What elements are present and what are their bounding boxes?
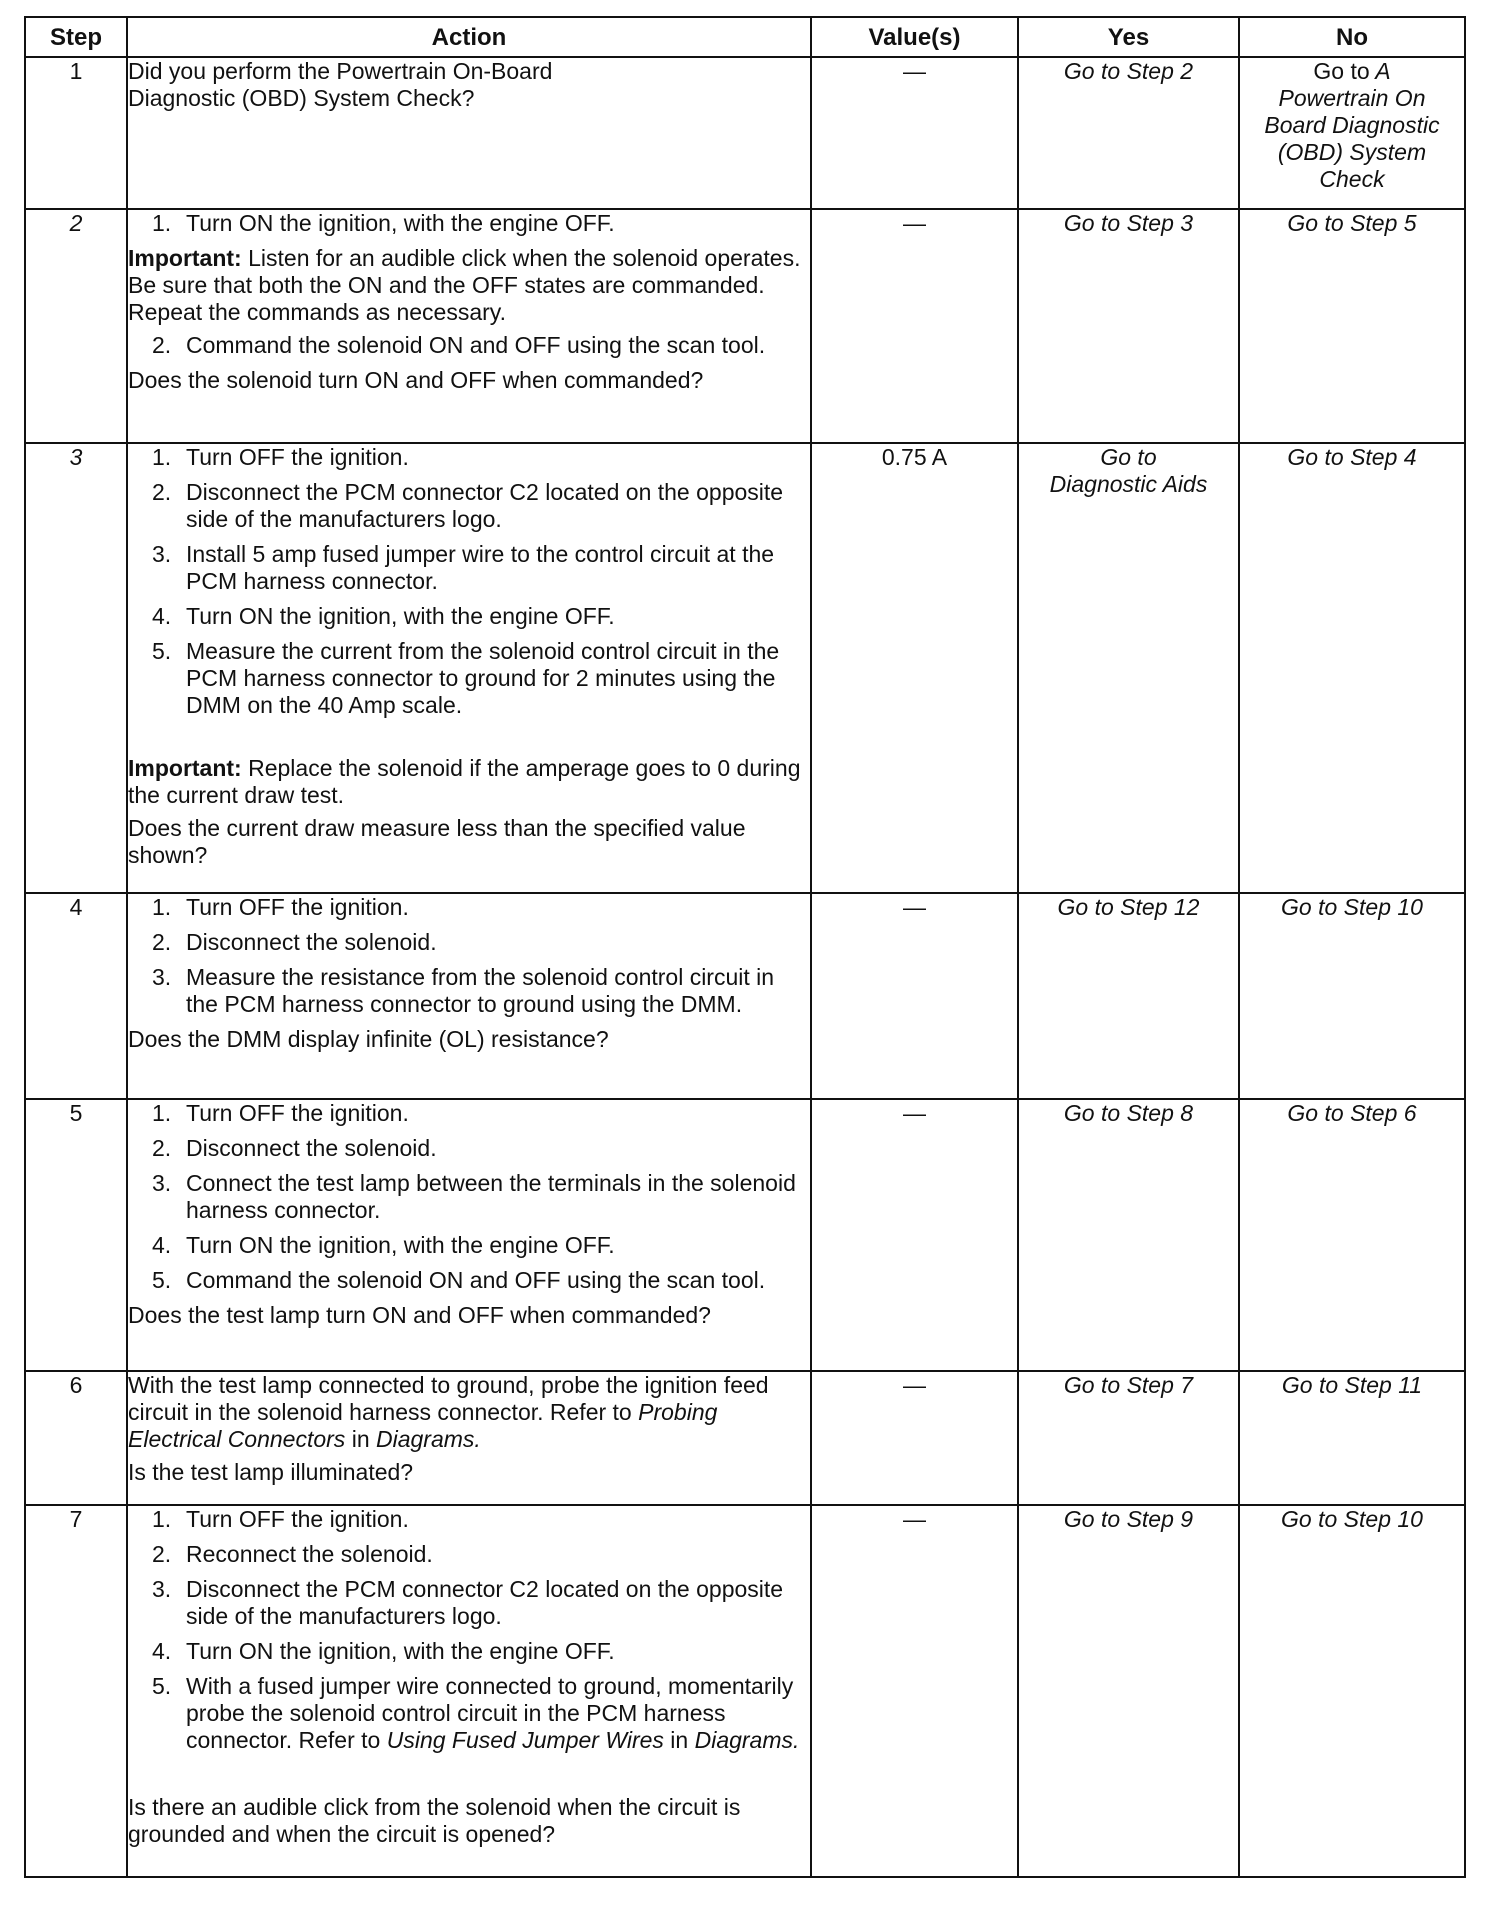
no-link[interactable]: Go to Step 6: [1239, 1099, 1465, 1371]
list-item: 4. Turn ON the ignition, with the engine OFF.: [152, 1638, 615, 1664]
list-item: 5. Command the solenoid ON and OFF using the scan tool.: [152, 1267, 766, 1293]
question-text: Does the current draw measure less than the specified value shown?: [128, 815, 746, 868]
step-number: 5: [25, 1099, 127, 1371]
list-item: 2. Reconnect the solenoid.: [152, 1541, 433, 1567]
list-item: 3. Connect the test lamp between the terminals in the solenoid harness connector.: [152, 1170, 796, 1223]
yes-link[interactable]: Go to Step 7: [1018, 1371, 1239, 1505]
value-cell: —: [811, 893, 1018, 1099]
list-item: 4. Turn ON the ignition, with the engine OFF.: [152, 1232, 615, 1258]
question-text: Is there an audible click from the solenoid when the circuit is grounded and when the circuit is opened?: [128, 1794, 741, 1847]
yes-link[interactable]: Go to Step 12: [1018, 893, 1239, 1099]
yes-link[interactable]: Go to Step 8: [1018, 1099, 1239, 1371]
list-item: 1. Turn OFF the ignition.: [152, 1506, 409, 1532]
header-value: Value(s): [811, 17, 1018, 57]
action-cell: [127, 893, 811, 1099]
table-row: [25, 1371, 1465, 1505]
list-item: 3. Measure the resistance from the solenoid control circuit in the PCM harness connector to ground using the DMM.: [152, 964, 775, 1017]
table-row: [25, 57, 1465, 209]
header-yes: Yes: [1018, 17, 1239, 57]
no-link[interactable]: Go to Step 5: [1239, 209, 1465, 443]
no-link[interactable]: [1239, 57, 1465, 209]
value-cell: 0.75 A: [811, 443, 1018, 893]
action-cell: [127, 443, 811, 893]
yes-link[interactable]: Go to Step 2: [1018, 57, 1239, 209]
list-item: 2. Disconnect the solenoid.: [152, 1135, 437, 1161]
list-item: 1. Turn OFF the ignition.: [152, 444, 409, 470]
no-link[interactable]: Go to Step 10: [1239, 1505, 1465, 1877]
question-text: Does the DMM display infinite (OL) resistance?: [128, 1026, 609, 1052]
table-row: [25, 893, 1465, 1099]
list-item: 5. With a fused jumper wire connected to ground, momentarily probe the solenoid control circuit in the PCM harness connector. Refer to Using Fused Jumper Wires in Diagrams.: [152, 1673, 800, 1753]
step-number: 4: [25, 893, 127, 1099]
action-cell: [127, 1505, 811, 1877]
action-cell: [127, 1371, 811, 1505]
table-row: [25, 443, 1465, 893]
table-row: [25, 209, 1465, 443]
step-number: 3: [25, 443, 127, 893]
instruction-text: With the test lamp connected to ground, probe the ignition feed circuit in the solenoid harness connector. Refer to Probing Electrical Connectors in Diagrams.: [128, 1372, 769, 1452]
no-link[interactable]: Go to Step 4: [1239, 443, 1465, 893]
list-item: 2. Command the solenoid ON and OFF using the scan tool.: [152, 332, 766, 358]
value-cell: —: [811, 57, 1018, 209]
no-link-prefix: Go to: [1313, 58, 1370, 84]
list-item: 5. Measure the current from the solenoid control circuit in the PCM harness connector to ground for 2 minutes using the DMM on the 40 Amp scale.: [152, 638, 780, 718]
value-cell: —: [811, 209, 1018, 443]
table-row: [25, 1505, 1465, 1877]
question-text: Did you perform the Powertrain On-Board Diagnostic (OBD) System Check?: [128, 58, 553, 111]
list-item: 3. Disconnect the PCM connector C2 located on the opposite side of the manufacturers logo.: [152, 1576, 784, 1629]
header-action: Action: [127, 17, 811, 57]
value-cell: —: [811, 1371, 1018, 1505]
question-text: Does the test lamp turn ON and OFF when commanded?: [128, 1302, 711, 1328]
step-number: 1: [25, 57, 127, 209]
action-cell: [127, 57, 811, 209]
action-cell: [127, 1099, 811, 1371]
header-row: [25, 17, 1465, 57]
yes-link[interactable]: Go to Step 9: [1018, 1505, 1239, 1877]
step-number: 7: [25, 1505, 127, 1877]
list-item: 2. Disconnect the PCM connector C2 located on the opposite side of the manufacturers logo.: [152, 479, 784, 532]
yes-link[interactable]: Go to Step 3: [1018, 209, 1239, 443]
no-link[interactable]: Go to Step 10: [1239, 893, 1465, 1099]
important-note: Important: Replace the solenoid if the amperage goes to 0 during the current draw test.: [128, 755, 801, 808]
header-step: Step: [25, 17, 127, 57]
value-cell: —: [811, 1505, 1018, 1877]
question-text: Does the solenoid turn ON and OFF when commanded?: [128, 367, 704, 393]
important-note: Important: Listen for an audible click when the solenoid operates. Be sure that both the ON and the OFF states are commanded. Repeat the commands as necessary.: [128, 245, 801, 325]
yes-link[interactable]: Go to Diagnostic Aids: [1018, 443, 1239, 893]
list-item: 1. Turn OFF the ignition.: [152, 1100, 409, 1126]
no-link[interactable]: Go to Step 11: [1239, 1371, 1465, 1505]
step-number: 6: [25, 1371, 127, 1505]
list-item: 4. Turn ON the ignition, with the engine OFF.: [152, 603, 615, 629]
table-row: [25, 1099, 1465, 1371]
diagnostic-table: [24, 16, 1466, 1878]
no-link-a: A: [1375, 58, 1391, 84]
step-number: 2: [25, 209, 127, 443]
question-text: Is the test lamp illuminated?: [128, 1459, 414, 1485]
list-item: 2. Disconnect the solenoid.: [152, 929, 437, 955]
no-link-title: Powertrain On Board Diagnostic (OBD) System Check: [1264, 85, 1440, 192]
list-item: 1. Turn OFF the ignition.: [152, 894, 409, 920]
header-no: No: [1239, 17, 1465, 57]
action-cell: [127, 209, 811, 443]
list-item: 1. Turn ON the ignition, with the engine OFF.: [152, 210, 615, 236]
list-item: 3. Install 5 amp fused jumper wire to the control circuit at the PCM harness connector.: [152, 541, 775, 594]
value-cell: —: [811, 1099, 1018, 1371]
